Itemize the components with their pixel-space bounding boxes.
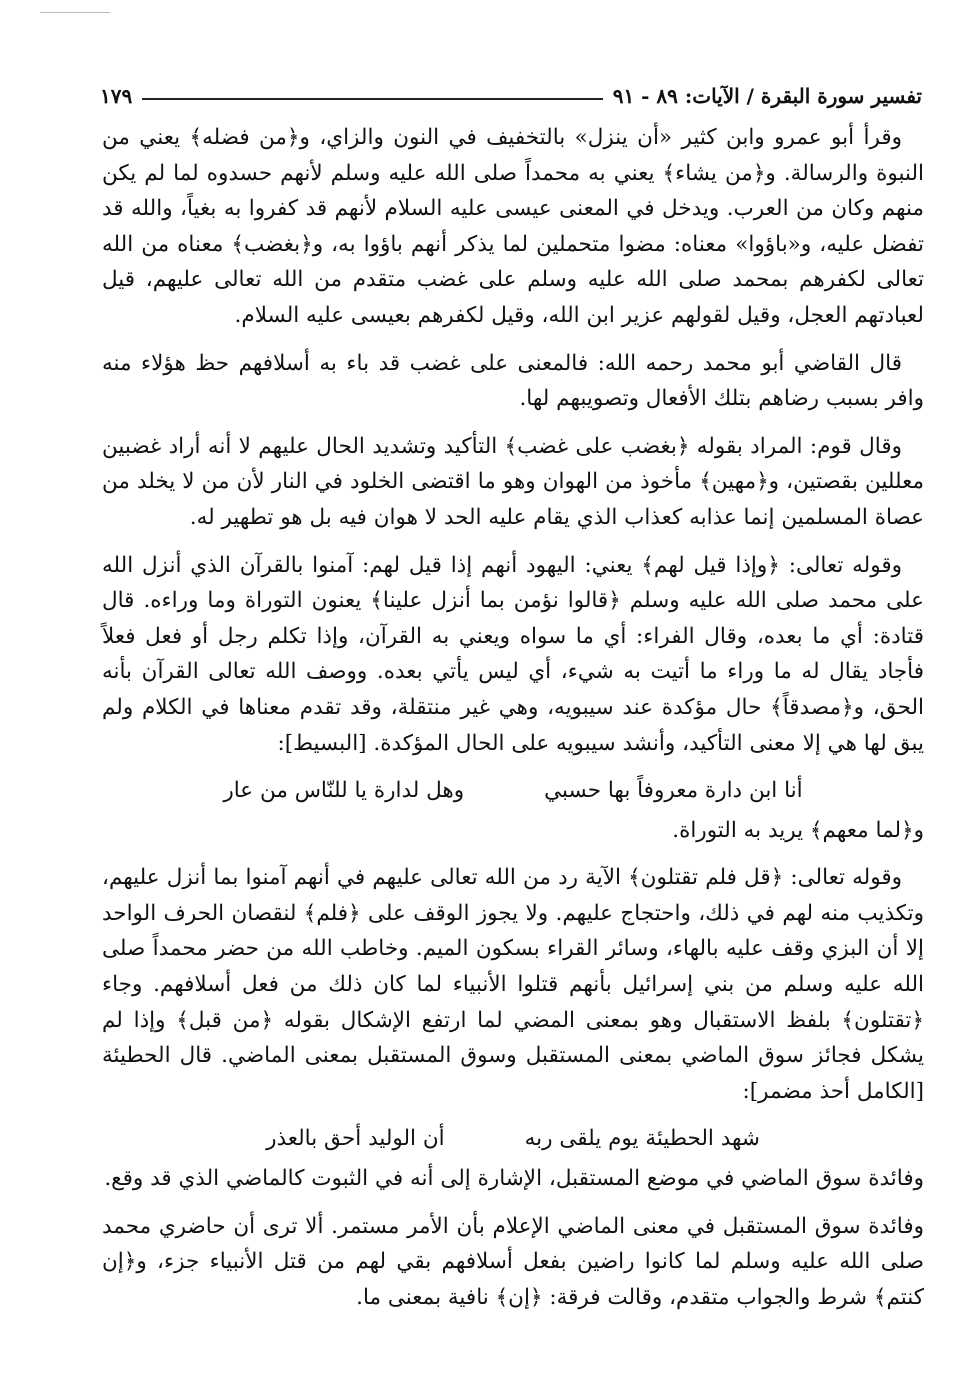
poem-verse-1 <box>102 773 924 809</box>
poem1-left-hemistich: وهل لدارة يا للنّاس من عار <box>223 778 465 804</box>
poem2-left-hemistich: أن الوليد أحق بالعذر <box>266 1126 445 1152</box>
header-title: تفسير سورة البقرة / الآيات: ٨٩ - ٩١ <box>612 84 922 108</box>
header-rule <box>142 98 602 100</box>
running-header <box>100 72 922 108</box>
poem-verse-2 <box>102 1121 924 1157</box>
closing-paragraph-2: وفائدة سوق المستقبل في معنى الماضي الإعلام بأن الأمر مستمر. ألا ترى أن حاضري محمد صلى الله عليه وسلم لما كانوا راضين بفعل أسلافهم بقي لهم من قتل الأنبياء جزء، و﴿إن كنتم﴾ شرط والجواب متقدم، وقالت فرقة: ﴿إن﴾ نافية بمعنى ما. <box>102 1213 924 1310</box>
paragraph-4: وقوله تعالى: ﴿وإذا قيل لهم﴾ يعني: اليهود أنهم إذا قيل لهم: آمنوا بالقرآن الذي أنزل الله على محمد صلى الله عليه وسلم ﴿قالوا نؤمن بما أنزل علينا﴾ يعنون التوراة وما وراءه. قال قتادة: أي ما بعده، وقال الفراء: أي ما سواه ويعني به القرآن، وإذا تكلم رجل أو فعل فعلاً فأجاد يقال له ما وراء ما أتيت به شيء، أي ليس يأتي بعده. ووصف الله تعالى القرآن بأنه الحق، و﴿مصدقاً﴾ حال مؤكدة عند سيبويه، وهي غير منتقلة، وقد تقدم معناها في الكلام ولم يبق لها هي إلا معنى التأكيد، وأنشد سيبويه على الحال المؤكدة. [البسيط]: <box>102 552 924 756</box>
page-number: ١٧٩ <box>100 84 133 108</box>
paragraph-2: قال القاضي أبو محمد رحمه الله: فالمعنى على غضب قد باء به أسلافهم حظ هؤلاء منه وافر بسبب رضاهم بتلك الأفعال وتصويبهم لها. <box>102 350 924 412</box>
paragraph-3: وقال قوم: المراد بقوله ﴿بغضب على غضب﴾ التأكيد وتشديد الحال عليهم لا أنه أراد غضبين معللين بقصتين، و﴿مهين﴾ مأخوذ من الهوان وهو ما اقتضى الخلود في النار لأن من لا يخلد من عصاة المسلمين إنما عذابه كعذاب الذي يقام عليه الحد لا هوان فيه بل هو تطهير له. <box>102 433 924 530</box>
poem1-right-hemistich: أنا ابن دارة معروفاً بها حسبي <box>544 778 803 804</box>
poem2-right-hemistich: شهد الحطيئة يوم يلقى ربه <box>524 1126 760 1152</box>
after-poem-line: و﴿لما معهم﴾ يريد به التوراة. <box>672 817 924 843</box>
page-body <box>102 120 924 1327</box>
scan-mark <box>40 12 110 13</box>
paragraph-5: وقوله تعالى: ﴿قل فلم تقتلون﴾ الآية رد من الله تعالى عليهم في أنهم آمنوا بما أنزل عليهم، وتكذيب منه لهم في ذلك، واحتجاج عليهم. ولا يجوز الوقف على ﴿فلم﴾ لنقصان الحرف الواحد إلا أن البزي وقف عليه بالهاء، وسائر القراء بسكون الميم. وخاطب الله من حضر محمداً صلى الله عليه وسلم من بني إسرائيل بأنهم قتلوا الأنبياء لما كان ذلك من فعل أسلافهم. وجاء ﴿تقتلون﴾ بلفظ الاستقبال وهو بمعنى المضي لما ارتفع الإشكال بقوله ﴿من قبل﴾ وإذا لم يشكل فجائز سوق الماضي بمعنى المستقبل وسوق المستقبل بمعنى الماضي. قال الحطيئة [الكامل أحذ مضمر]: <box>102 865 924 1104</box>
paragraph-1: وقرأ أبو عمرو وابن كثير «أن ينزل» بالتخفيف في النون والزاي، و﴿من فضله﴾ يعني من النبوة والرسالة. و﴿من يشاء﴾ يعني به محمداً صلى الله عليه وسلم لأنهم حسدوه لما لم يكن منهم وكان من العرب. ويدخل في المعنى عيسى عليه السلام لأنهم قد كفروا به بغياً، والله قد تفضل عليه، و«باؤوا» معناه: مضوا متحملين لما يذكر أنهم باؤوا به، و﴿بغضب﴾ معناه من الله تعالى لكفرهم بمحمد صلى الله عليه وسلم على غضب متقدم من الله تعالى عليهم، قيل لعبادتهم العجل، وقيل لقولهم عزير ابن الله، وقيل لكفرهم بعيسى عليه السلام. <box>102 125 924 328</box>
closing-paragraph-1: وفائدة سوق الماضي في موضع المستقبل، الإشارة إلى أنه في الثبوت كالماضي الذي قد وقع. <box>104 1166 924 1192</box>
